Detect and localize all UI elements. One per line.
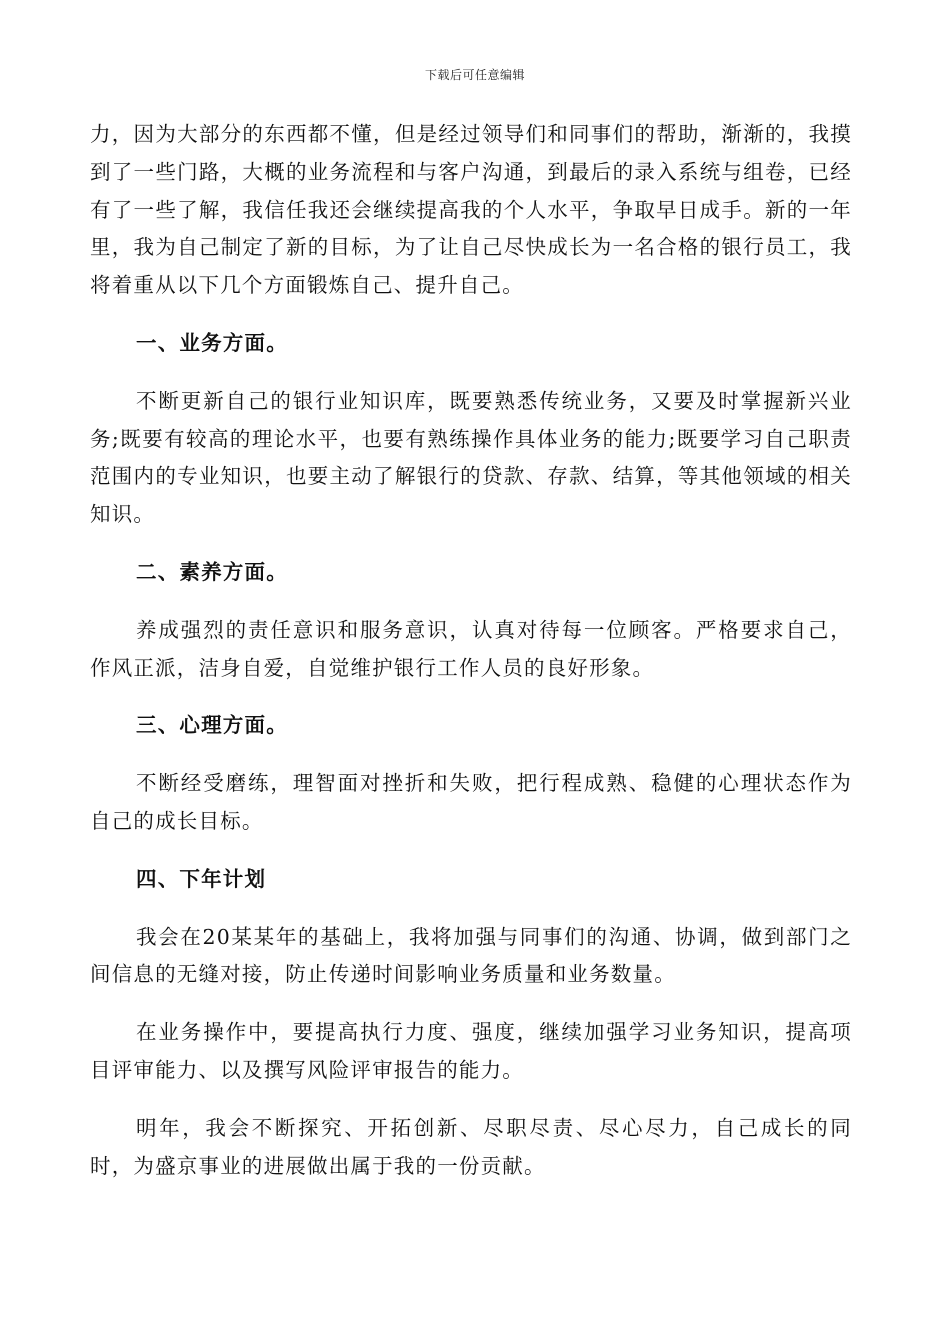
- intro-paragraph: 力，因为大部分的东西都不懂，但是经过领导们和同事们的帮助，渐渐的，我摸到了一些门路，大概的业务流程和与客户沟通，到最后的录入系统与组卷，已经有了一些了解，我信任我还会继续提高我的个人水平，争取早日成手。新的一年里，我为自己制定了新的目标，为了让自己尽快成长为一名合格的银行员工，我将着重从以下几个方面锻炼自己、提升自己。: [90, 122, 852, 298]
- section-paragraph-plan-2: 在业务操作中，要提高执行力度、强度，继续加强学习业务知识，提高项目评审能力、以及撰写风险评审报告的能力。: [90, 1020, 852, 1082]
- section-heading-next-year-plan: 四、下年计划: [136, 866, 267, 891]
- section-heading-psychology: 三、心理方面。: [136, 713, 288, 738]
- section-paragraph-quality: 养成强烈的责任意识和服务意识，认真对待每一位顾客。严格要求自己，作风正派，洁身自爱，自觉维护银行工作人员的良好形象。: [90, 617, 852, 680]
- page-header-note: 下载后可任意编辑: [424, 68, 525, 82]
- section-heading-business: 一、业务方面。: [136, 330, 288, 355]
- section-paragraph-plan-1: 我会在20某某年的基础上，我将加强与同事们的沟通、协调，做到部门之间信息的无缝对接，防止传递时间影响业务质量和业务数量。: [90, 924, 852, 987]
- section-heading-quality: 二、素养方面。: [136, 559, 288, 584]
- section-paragraph-plan-3: 明年，我会不断探究、开拓创新、尽职尽责、尽心尽力，自己成长的同时，为盛京事业的进展做出属于我的一份贡献。: [90, 1115, 852, 1178]
- section-paragraph-business: 不断更新自己的银行业知识库，既要熟悉传统业务，又要及时掌握新兴业务;既要有较高的理论水平，也要有熟练操作具体业务的能力;既要学习自己职责范围内的专业知识，也要主动了解银行的贷款、存款、结算，等其他领域的相关知识。: [90, 388, 852, 527]
- section-paragraph-psychology: 不断经受磨练，理智面对挫折和失败，把行程成熟、稳健的心理状态作为自己的成长目标。: [90, 771, 852, 833]
- document-body: [90, 116, 852, 1185]
